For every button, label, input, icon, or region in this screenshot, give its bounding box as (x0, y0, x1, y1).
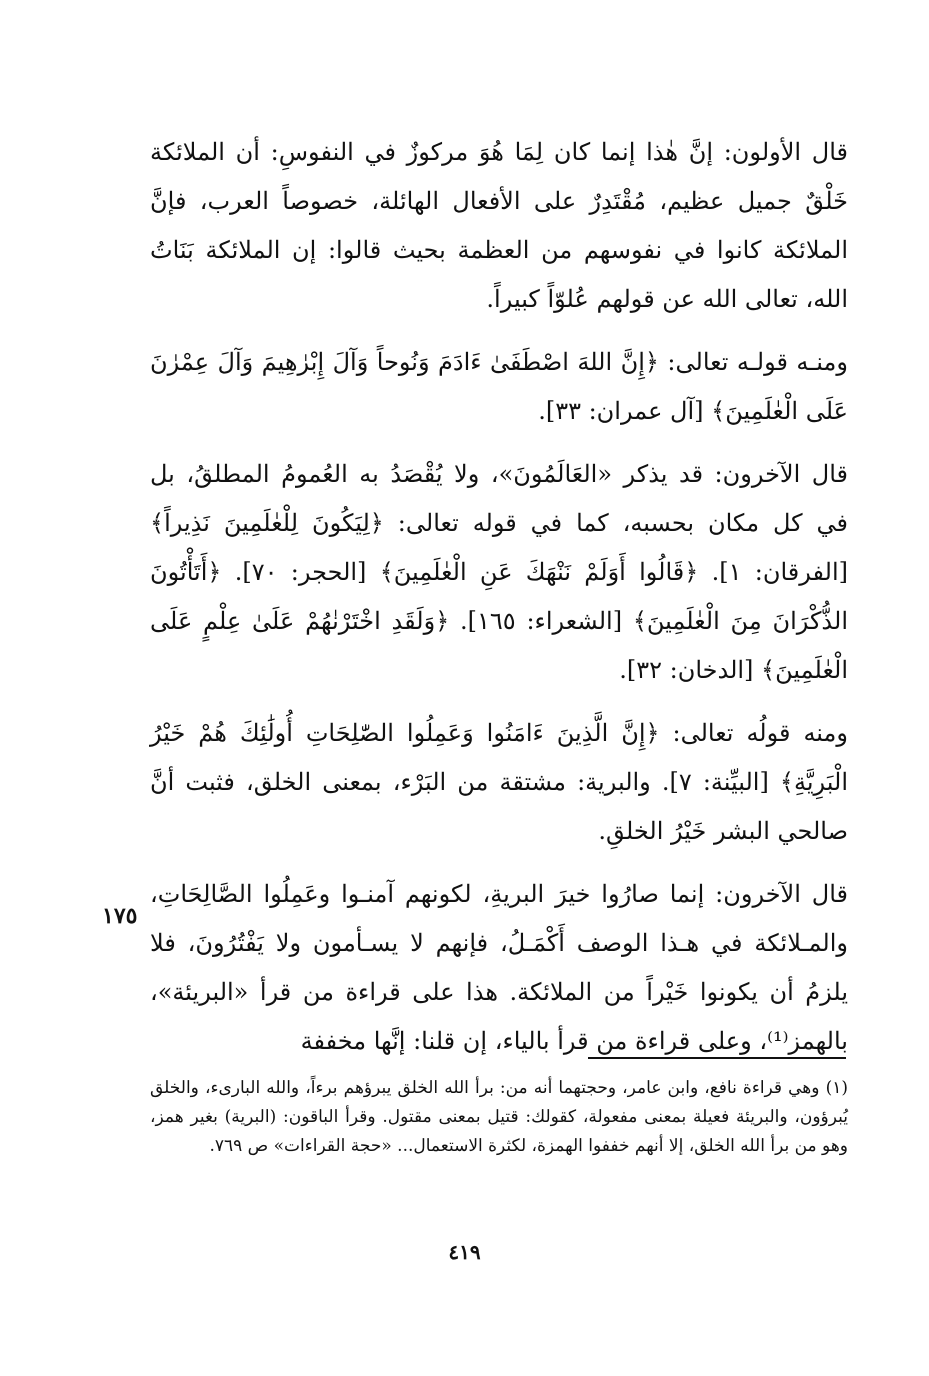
paragraph-3: قال الآخرون: قد يذكر «العَالَمُونَ»، ولا يُقْصَدُ به العُمومُ المطلقُ، بل في كل مكان بحسبه، كما في قوله تعالى: ﴿لِيَكُونَ لِلْعٰلَمِينَ نَذِيراً﴾ [الفرقان: ١]. ﴿قَالُوا أَوَلَمْ نَنْهَكَ عَنِ الْعٰلَمِينَ﴾ [الحجر: ٧٠]. ﴿أَتَأْتُونَ الذُّكْرَانَ مِنَ الْعٰلَمِينَ﴾ [الشعراء: ١٦٥]. ﴿وَلَقَدِ اخْتَرْنٰهُمْ عَلَىٰ عِلْمٍ عَلَى الْعٰلَمِينَ﴾ [الدخان: ٣٢]. (150, 460, 849, 684)
page-number: ٤١٩ (448, 1240, 481, 1264)
paragraph-4: ومنه قولُه تعالى: ﴿إِنَّ الَّذِينَ ءَامَنُوا وَعَمِلُوا الصّٰلِحَاتِ أُولَٰئِكَ هُمْ خَيْرُ الْبَرِيَّةِ﴾ [البيِّنة: ٧]. والبرية: مشتقة من البَرْء، بمعنى الخلق، فثبت أنَّ صالحي البشر خَيْرُ الخلقِ. (150, 719, 848, 845)
margin-number: ١٧٥ (102, 903, 138, 929)
footnote: (١) وهي قراءة نافع، وابن عامر، وحجتهما أنه من: برأ الله الخلق يبرؤهم برءاً، والله البارىء، والخلق يُبرؤون، والبريئة فعيلة بمعنى مفعولة، كقولك: قتيل بمعنى مقتول. وقرأ الباقون: (البرية) بغير همز، وهو من برأ الله الخلق، إلا أنهم خففوا الهمزة، لكثرة الاستعمال... «حجة القراءات» ص ٧٦٩. (150, 1078, 848, 1156)
paragraph-2: ومنـه قولـه تعالى: ﴿إِنَّ اللهَ اصْطَفَىٰ ءَادَمَ وَنُوحاً وَآلَ إِبْرٰهِيمَ وَآلَ عِمْرٰنَ عَلَى الْعٰلَمِينَ﴾ [آل عمران: ٣٣]. (150, 348, 848, 425)
paragraph-1: قال الأولون: إنَّ هٰذا إنما كان لِمَا هُوَ مركوزٌ في النفوسِ: أن الملائكة خَلْقٌ جميل عظيم، مُقْتَدِرٌ على الأفعال الهائلة، خصوصاً العرب، فإنَّ الملائكة كانوا في نفوسهم من العظمة بحيث قالوا: إن الملائكة بَنَاتُ الله، تعالى الله عن قولهم عُلوّاً كبيراً. (150, 138, 849, 313)
footnote-divider (588, 1057, 846, 1059)
paragraph-5: قال الآخرون: إنما صارُوا خيرَ البريةِ، لكونهم آمنـوا وعَمِلُوا الصَّالِحَاتِ، والمـلائكة في هـذا الوصف أَكْمَـلُ، فإنهم لا يسـأمون ولا يَفْتُرُونَ، فلا يلزمُ أن يكونوا خَيْراً من الملائكة. هذا على قراءة من قرأ «البريئة»، بالهمز⁽¹⁾، وعلى قراءة من قرأ بالياء، إن قلنا: إنَّها مخففة (150, 880, 848, 1055)
main-text (150, 128, 848, 1080)
